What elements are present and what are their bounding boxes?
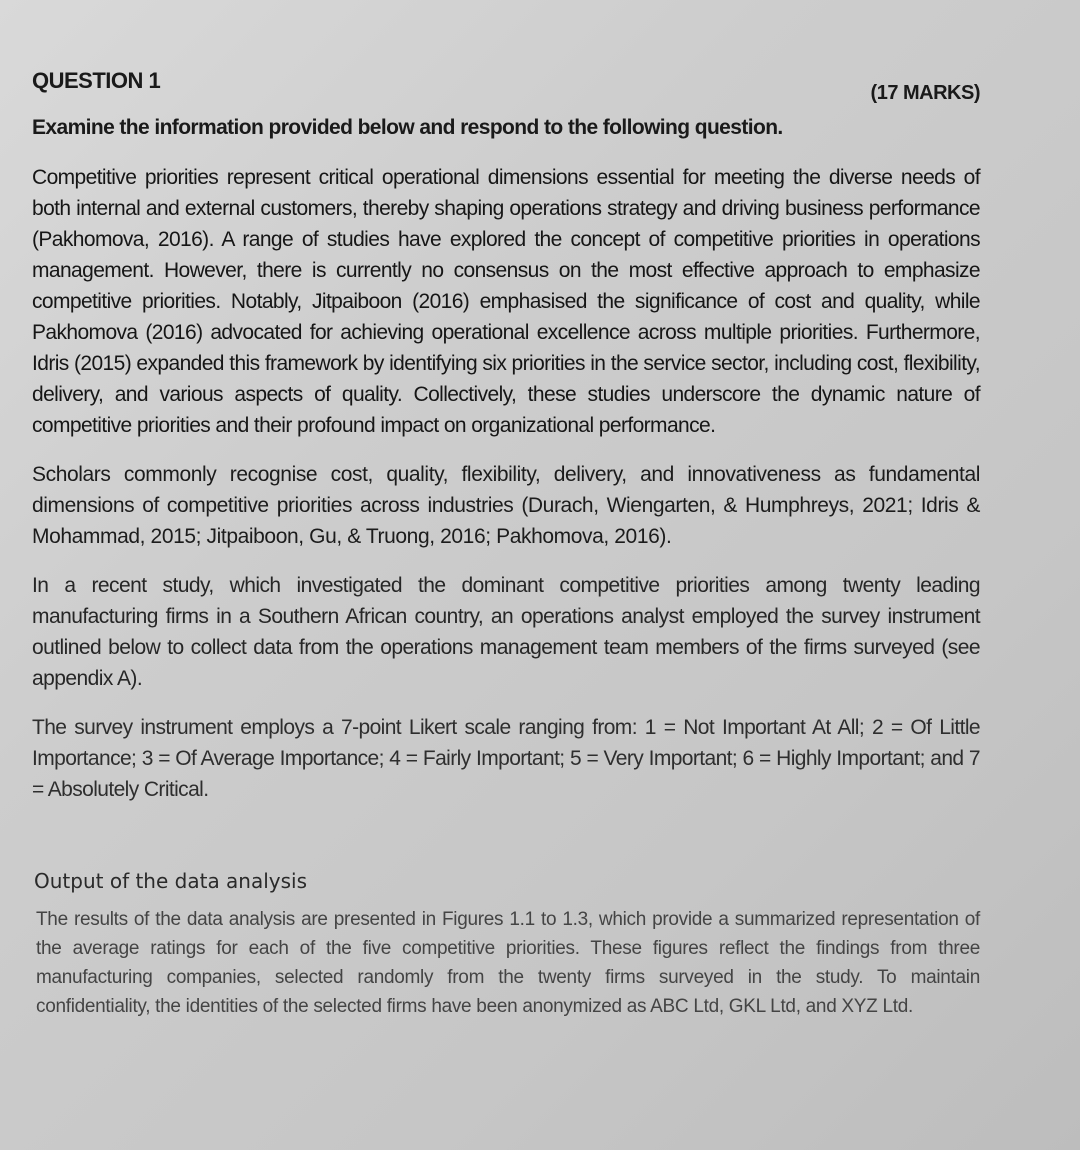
question-title: QUESTION 1 — [32, 68, 161, 93]
question-instruction: Examine the information provided below and respond to the following question. — [32, 116, 783, 139]
paragraph-likert-scale: The survey instrument employs a 7-point Likert scale ranging from: 1 = Not Important At All; 2 = Of Little Importance; 3 = Of Average Importance; 4 = Fairly Important; 5 = Very Important; 6 = Highly Important; and 7 = Absolutely Critical. — [32, 716, 980, 801]
question-marks: (17 MARKS) — [870, 82, 980, 104]
output-section-heading: Output of the data analysis — [34, 869, 308, 893]
paragraph-competitive-priorities: Competitive priorities represent critical operational dimensions essential for meeting the diverse needs of both internal and external customers, thereby shaping operations strategy and driving business performance (Pakhomova, 2016). A range of studies have explored the concept of competitive priorities in operations management. However, there is currently no consensus on the most effective approach to emphasize competitive priorities. Notably, Jitpaiboon (2016) emphasised the significance of cost and quality, while Pakhomova (2016) advocated for achieving operational excellence across multiple priorities. Furthermore, Idris (2015) expanded this framework by identifying six priorities in the service sector, including cost, flexibility, delivery, and various aspects of quality. Collectively, these studies underscore the dynamic nature of competitive priorities and their profound impact on organizational performance. — [32, 166, 980, 437]
paragraph-recent-study: In a recent study, which investigated the dominant competitive priorities among twenty leading manufacturing firms in a Southern African country, an operations analyst employed the survey instrument outlined below to collect data from the operations management team members of the firms surveyed (see appendix A). — [32, 574, 980, 690]
paragraph-scholars: Scholars commonly recognise cost, quality, flexibility, delivery, and innovativeness as fundamental dimensions of competitive priorities across industries (Durach, Wiengarten, & Humphreys, 2021; Idris & Mohammad, 2015; Jitpaiboon, Gu, & Truong, 2016; Pakhomova, 2016). — [32, 463, 980, 548]
question-header — [32, 62, 980, 108]
paragraph-output-results: The results of the data analysis are presented in Figures 1.1 to 1.3, which provide a summarized representation of the average ratings for each of the five competitive priorities. These figures reflect the findings from three manufacturing companies, selected randomly from the twenty firms surveyed in the study. To maintain confidentiality, the identities of the selected firms have been anonymized as ABC Ltd, GKL Ltd, and XYZ Ltd. — [36, 909, 980, 1017]
